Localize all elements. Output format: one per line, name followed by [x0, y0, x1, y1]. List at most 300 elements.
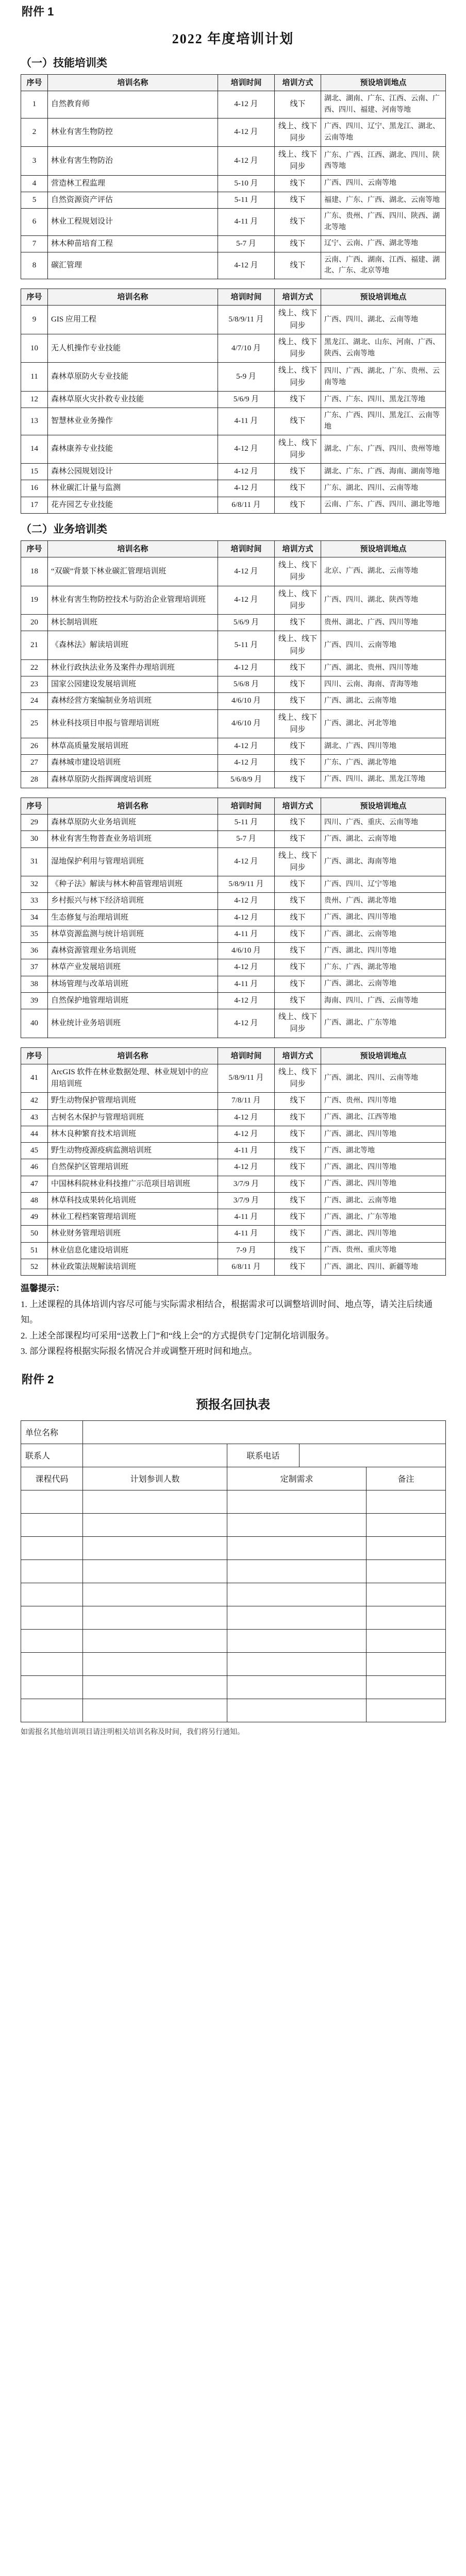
- table-header-row: [21, 75, 446, 91]
- course-mode: 线上、线下同步: [275, 435, 321, 464]
- course-mode: 线下: [275, 992, 321, 1009]
- row-number: 22: [21, 659, 48, 676]
- course-name: 林业科技项目申报与管理培训班: [48, 709, 218, 738]
- skills-table-part-2: [21, 289, 446, 514]
- course-name: 林场管理与改革培训班: [48, 976, 218, 992]
- table-row: [21, 1159, 446, 1176]
- course-name: 自然教育师: [48, 91, 218, 118]
- course-name: 林业信息化建设培训班: [48, 1242, 218, 1259]
- course-location: 广西、湖北、河北等地: [321, 709, 446, 738]
- course-name: 湿地保护利用与管理培训班: [48, 848, 218, 876]
- course-name: 自然资源资产评估: [48, 192, 218, 208]
- column-header-course-mode: 培训方式: [275, 540, 321, 557]
- course-location: 广西、四川、湖北、云南等地: [321, 306, 446, 334]
- column-header-course-time: 培训时间: [218, 540, 275, 557]
- course-mode: 线下: [275, 1192, 321, 1209]
- row-number: 45: [21, 1143, 48, 1159]
- course-name: 野生动物疫源疫病监测培训班: [48, 1143, 218, 1159]
- course-time: 5/6/9 月: [218, 615, 275, 631]
- table-row: [21, 235, 446, 252]
- table-row: [21, 252, 446, 279]
- course-location: 广东、广西、湖北等地: [321, 959, 446, 976]
- column-header-row-number: 序号: [21, 540, 48, 557]
- course-name: 林草资源监测与统计培训班: [48, 926, 218, 942]
- course-name: 森林城市建设培训班: [48, 755, 218, 771]
- course-time: 4-12 月: [218, 480, 275, 497]
- course-name: 林业政策法规解读培训班: [48, 1259, 218, 1275]
- row-number: 23: [21, 676, 48, 693]
- row-number: 27: [21, 755, 48, 771]
- form-footer-note: 如需报名其他培训项目请注明相关培训名称及时间，我们将另行通知。: [21, 1728, 244, 1736]
- section-title-business: （二）业务培训类: [21, 523, 107, 535]
- course-name: 林业财务管理培训班: [48, 1226, 218, 1242]
- course-mode: 线上、线下同步: [275, 709, 321, 738]
- row-number: 2: [21, 118, 48, 147]
- table-row: [21, 1259, 446, 1275]
- course-mode: 线下: [275, 497, 321, 513]
- course-mode: 线下: [275, 815, 321, 831]
- course-time: 5/6/8/9 月: [218, 771, 275, 788]
- course-location: 广西、四川、湖北、黑龙江等地: [321, 771, 446, 788]
- row-number: 7: [21, 235, 48, 252]
- course-time: 4-11 月: [218, 926, 275, 942]
- column-header-course-mode: 培训方式: [275, 1047, 321, 1064]
- course-mode: 线上、线下同步: [275, 306, 321, 334]
- form-title: 预报名回执表: [196, 1397, 270, 1412]
- course-time: 5-11 月: [218, 192, 275, 208]
- table-row: [21, 659, 446, 676]
- course-time: 5-11 月: [218, 815, 275, 831]
- table-header-row: [21, 289, 446, 306]
- table-header-row: [21, 540, 446, 557]
- row-number: 37: [21, 959, 48, 976]
- table-row: [21, 893, 446, 909]
- course-name: 林长制培训班: [48, 615, 218, 631]
- course-location: 福建、广东、广西、湖北、云南等地: [321, 192, 446, 208]
- course-time: 5/6/8 月: [218, 676, 275, 693]
- course-time: 4-12 月: [218, 147, 275, 176]
- table-row: [21, 1126, 446, 1142]
- course-name: 林业工程档案管理培训班: [48, 1209, 218, 1226]
- note-line-2: 2. 上述全部课程均可采用“送教上门”和“线上会”的方式提供专门定制化培训服务。: [21, 1330, 335, 1341]
- table-row: [21, 815, 446, 831]
- column-header-course-time: 培训时间: [218, 798, 275, 814]
- table-row: [21, 408, 446, 435]
- phone-field[interactable]: [299, 1444, 446, 1467]
- column-header-row-number: 序号: [21, 798, 48, 814]
- form-row-contact: [21, 1444, 446, 1467]
- document-title: 2022 年度培训计划: [172, 31, 294, 46]
- row-number: 51: [21, 1242, 48, 1259]
- course-time: 4-11 月: [218, 1209, 275, 1226]
- course-location: 黑龙江、湖北、山东、河南、广西、陕西、云南等地: [321, 334, 446, 363]
- row-number: 42: [21, 1093, 48, 1109]
- column-header-course-name: 培训名称: [48, 1047, 218, 1064]
- row-number: 46: [21, 1159, 48, 1176]
- course-name: 林业工程规划设计: [48, 209, 218, 235]
- course-location: 湖北、湖南、广东、江西、云南、广西、四川、福建、河南等地: [321, 91, 446, 118]
- table-row: [21, 435, 446, 464]
- course-location: 四川、广西、重庆、云南等地: [321, 815, 446, 831]
- table-row: [21, 943, 446, 959]
- course-name: 古树名木保护与管理培训班: [48, 1109, 218, 1126]
- form-blank-row[interactable]: [21, 1513, 446, 1536]
- count-col-header: 计划参训人数: [83, 1467, 227, 1490]
- course-location: 广西、湖北、广东等地: [321, 1009, 446, 1038]
- course-name: 花卉园艺专业技能: [48, 497, 218, 513]
- business-table-part-2: [21, 798, 446, 1038]
- course-location: 广东、湖北、四川、云南等地: [321, 480, 446, 497]
- course-mode: 线下: [275, 755, 321, 771]
- course-time: 6/8/11 月: [218, 1259, 275, 1275]
- course-time: 5-10 月: [218, 175, 275, 192]
- row-number: 47: [21, 1176, 48, 1192]
- course-mode: 线下: [275, 91, 321, 118]
- form-blank-row[interactable]: [21, 1606, 446, 1629]
- course-mode: 线下: [275, 943, 321, 959]
- course-mode: 线下: [275, 959, 321, 976]
- row-number: 40: [21, 1009, 48, 1038]
- course-mode: 线下: [275, 1259, 321, 1275]
- course-location: 广西、贵州、四川等地: [321, 1093, 446, 1109]
- row-number: 6: [21, 209, 48, 235]
- course-name: 智慧林业业务操作: [48, 408, 218, 435]
- course-mode: 线下: [275, 926, 321, 942]
- row-number: 35: [21, 926, 48, 942]
- column-header-course-mode: 培训方式: [275, 798, 321, 814]
- course-mode: 线下: [275, 976, 321, 992]
- row-number: 4: [21, 175, 48, 192]
- column-header-course-time: 培训时间: [218, 1047, 275, 1064]
- course-name: 中国林科院林业科技推广示范项目培训班: [48, 1176, 218, 1192]
- column-header-course-location: 预设培训地点: [321, 75, 446, 91]
- form-row-header: [21, 1467, 446, 1490]
- column-header-course-mode: 培训方式: [275, 75, 321, 91]
- course-mode: 线下: [275, 615, 321, 631]
- course-mode: 线上、线下同步: [275, 1009, 321, 1038]
- course-time: 4-12 月: [218, 755, 275, 771]
- table-row: [21, 631, 446, 660]
- course-location: 贵州、湖北、广西、四川等地: [321, 615, 446, 631]
- form-blank-row[interactable]: [21, 1490, 446, 1513]
- course-location: 湖北、广东、广西、四川、贵州等地: [321, 435, 446, 464]
- table-row: [21, 557, 446, 586]
- table-row: [21, 1192, 446, 1209]
- course-mode: 线下: [275, 1126, 321, 1142]
- row-number: 44: [21, 1126, 48, 1142]
- course-mode: 线下: [275, 909, 321, 926]
- row-number: 29: [21, 815, 48, 831]
- course-mode: 线下: [275, 738, 321, 755]
- table-row: [21, 147, 446, 176]
- skills-table-part-1: [21, 74, 446, 279]
- course-name: 乡村振兴与林下经济培训班: [48, 893, 218, 909]
- table-row: [21, 676, 446, 693]
- course-name: 营造林工程监理: [48, 175, 218, 192]
- form-blank-row[interactable]: [21, 1629, 446, 1652]
- course-mode: 线下: [275, 1143, 321, 1159]
- course-location: 广西、湖北、四川等地: [321, 943, 446, 959]
- course-mode: 线下: [275, 480, 321, 497]
- course-location: 云南、广东、广西、四川、湖北等地: [321, 497, 446, 513]
- row-number: 14: [21, 435, 48, 464]
- course-time: 5-7 月: [218, 235, 275, 252]
- table-row: [21, 391, 446, 408]
- table-row: [21, 771, 446, 788]
- form-blank-row[interactable]: [21, 1675, 446, 1699]
- course-time: 5-9 月: [218, 363, 275, 392]
- section-title-skills: （一）技能培训类: [21, 57, 107, 69]
- table-row: [21, 992, 446, 1009]
- row-number: 33: [21, 893, 48, 909]
- course-location: 广西、四川、辽宁等地: [321, 876, 446, 893]
- row-number: 18: [21, 557, 48, 586]
- table-row: [21, 1176, 446, 1192]
- row-number: 30: [21, 831, 48, 848]
- course-time: 7-9 月: [218, 1242, 275, 1259]
- row-number: 5: [21, 192, 48, 208]
- form-blank-row[interactable]: [21, 1699, 446, 1722]
- course-mode: 线下: [275, 209, 321, 235]
- unit-field[interactable]: [83, 1420, 446, 1444]
- course-mode: 线下: [275, 408, 321, 435]
- row-number: 11: [21, 363, 48, 392]
- row-number: 17: [21, 497, 48, 513]
- course-mode: 线下: [275, 1109, 321, 1126]
- column-header-course-mode: 培训方式: [275, 289, 321, 306]
- phone-label: 联系电话: [227, 1444, 299, 1467]
- row-number: 24: [21, 693, 48, 709]
- table-row: [21, 209, 446, 235]
- table-row: [21, 926, 446, 942]
- course-location: 广西、贵州、重庆等地: [321, 1242, 446, 1259]
- course-time: 5-11 月: [218, 631, 275, 660]
- course-location: 广西、湖北、贵州、四川等地: [321, 659, 446, 676]
- course-name: 林业有害生物防控: [48, 118, 218, 147]
- business-table-part-1: [21, 540, 446, 788]
- course-location: 广西、湖北、广东等地: [321, 1209, 446, 1226]
- course-name: GIS 应用工程: [48, 306, 218, 334]
- course-name: 生态修复与治理培训班: [48, 909, 218, 926]
- course-time: 6/8/11 月: [218, 497, 275, 513]
- table-row: [21, 1109, 446, 1126]
- table-row: [21, 1143, 446, 1159]
- course-location: 广西、湖北、海南等地: [321, 848, 446, 876]
- course-time: 4-12 月: [218, 1109, 275, 1126]
- column-header-course-location: 预设培训地点: [321, 798, 446, 814]
- course-name: 森林康养专业技能: [48, 435, 218, 464]
- course-name: 森林草原防火指挥调度培训班: [48, 771, 218, 788]
- table-row: [21, 175, 446, 192]
- row-number: 19: [21, 586, 48, 615]
- course-mode: 线下: [275, 192, 321, 208]
- row-number: 10: [21, 334, 48, 363]
- course-time: 4-11 月: [218, 209, 275, 235]
- course-name: 森林公园规划设计: [48, 464, 218, 480]
- course-name: 林业统计业务培训班: [48, 1009, 218, 1038]
- table-row: [21, 1209, 446, 1226]
- course-time: 4-12 月: [218, 118, 275, 147]
- row-number: 28: [21, 771, 48, 788]
- notes-heading: 温馨提示：: [21, 1283, 64, 1293]
- registration-form: [21, 1420, 446, 1722]
- contact-field[interactable]: [83, 1444, 227, 1467]
- table-row: [21, 755, 446, 771]
- remark-col-header: 备注: [367, 1467, 446, 1490]
- course-name: 林木种苗培育工程: [48, 235, 218, 252]
- course-name: 国家公园建设发展培训班: [48, 676, 218, 693]
- table-row: [21, 363, 446, 392]
- course-location: 广西、湖北、云南等地: [321, 926, 446, 942]
- course-name: 林业行政执法业务及案件办理培训班: [48, 659, 218, 676]
- table-row: [21, 480, 446, 497]
- course-time: 3/7/9 月: [218, 1176, 275, 1192]
- course-location: 广西、湖北、云南等地: [321, 693, 446, 709]
- course-location: 广西、湖北等地: [321, 1143, 446, 1159]
- form-row-unit: [21, 1420, 446, 1444]
- course-location: 广东、广西、江西、湖北、四川、陕西等地: [321, 147, 446, 176]
- course-mode: 线下: [275, 464, 321, 480]
- course-location: 广西、湖北、四川等地: [321, 1226, 446, 1242]
- course-time: 4-12 月: [218, 1159, 275, 1176]
- course-mode: 线下: [275, 391, 321, 408]
- course-location: 四川、广西、湖北、广东、贵州、云南等地: [321, 363, 446, 392]
- course-time: 4-12 月: [218, 909, 275, 926]
- column-header-course-location: 预设培训地点: [321, 540, 446, 557]
- course-mode: 线下: [275, 676, 321, 693]
- row-number: 15: [21, 464, 48, 480]
- row-number: 38: [21, 976, 48, 992]
- course-time: 4-11 月: [218, 976, 275, 992]
- course-location: 四川、云南、海南、青海等地: [321, 676, 446, 693]
- course-mode: 线下: [275, 175, 321, 192]
- table-row: [21, 831, 446, 848]
- course-location: 广西、广东、四川、黑龙江等地: [321, 391, 446, 408]
- row-number: 12: [21, 391, 48, 408]
- course-name: ArcGIS 软件在林业数据处理、林业规划中的应用培训班: [48, 1064, 218, 1093]
- course-time: 5/6/9 月: [218, 391, 275, 408]
- column-header-row-number: 序号: [21, 289, 48, 306]
- course-location: 广西、湖北、云南等地: [321, 831, 446, 848]
- course-location: 北京、广西、湖北、云南等地: [321, 557, 446, 586]
- course-location: 湖北、广西、四川等地: [321, 738, 446, 755]
- course-mode: 线上、线下同步: [275, 118, 321, 147]
- table-row: [21, 848, 446, 876]
- row-number: 43: [21, 1109, 48, 1126]
- course-time: 4-12 月: [218, 252, 275, 279]
- course-mode: 线上、线下同步: [275, 586, 321, 615]
- row-number: 8: [21, 252, 48, 279]
- course-mode: 线下: [275, 876, 321, 893]
- course-time: 4-12 月: [218, 848, 275, 876]
- course-time: 4-12 月: [218, 959, 275, 976]
- course-name: 林业有害生物普查业务培训班: [48, 831, 218, 848]
- course-mode: 线上、线下同步: [275, 631, 321, 660]
- course-name: 自然保护地管理培训班: [48, 992, 218, 1009]
- course-name: 森林资源管理业务培训班: [48, 943, 218, 959]
- form-blank-row[interactable]: [21, 1560, 446, 1583]
- business-table-part-3: [21, 1047, 446, 1276]
- course-location: 广东、贵州、广西、四川、陕西、湖北等地: [321, 209, 446, 235]
- form-blank-row[interactable]: [21, 1583, 446, 1606]
- course-name: “双碳”背景下林业碳汇管理培训班: [48, 557, 218, 586]
- column-header-course-location: 预设培训地点: [321, 1047, 446, 1064]
- row-number: 39: [21, 992, 48, 1009]
- course-location: 广西、湖北、四川等地: [321, 1126, 446, 1142]
- course-name: 林木良种繁育技术培训班: [48, 1126, 218, 1142]
- course-mode: 线上、线下同步: [275, 334, 321, 363]
- course-location: 广西、湖北、四川等地: [321, 1159, 446, 1176]
- course-location: 广西、湖北、四川、云南等地: [321, 1064, 446, 1093]
- row-number: 26: [21, 738, 48, 755]
- column-header-row-number: 序号: [21, 1047, 48, 1064]
- course-name: 《森林法》解读培训班: [48, 631, 218, 660]
- course-mode: 线下: [275, 693, 321, 709]
- table-row: [21, 1242, 446, 1259]
- course-mode: 线下: [275, 252, 321, 279]
- course-time: 4-12 月: [218, 1126, 275, 1142]
- column-header-row-number: 序号: [21, 75, 48, 91]
- course-mode: 线下: [275, 1176, 321, 1192]
- row-number: 36: [21, 943, 48, 959]
- table-row: [21, 615, 446, 631]
- course-name: 无人机操作专业技能: [48, 334, 218, 363]
- course-location: 广西、四川、云南等地: [321, 631, 446, 660]
- row-number: 49: [21, 1209, 48, 1226]
- row-number: 52: [21, 1259, 48, 1275]
- course-time: 5/8/9/11 月: [218, 876, 275, 893]
- course-location: 湖北、广东、广西、海南、湖南等地: [321, 464, 446, 480]
- table-row: [21, 334, 446, 363]
- course-time: 4-12 月: [218, 557, 275, 586]
- table-row: [21, 909, 446, 926]
- column-header-course-name: 培训名称: [48, 540, 218, 557]
- form-blank-row[interactable]: [21, 1536, 446, 1560]
- row-number: 34: [21, 909, 48, 926]
- course-time: 4-11 月: [218, 1226, 275, 1242]
- column-header-course-time: 培训时间: [218, 75, 275, 91]
- column-header-course-name: 培训名称: [48, 75, 218, 91]
- course-time: 4-12 月: [218, 992, 275, 1009]
- course-name: 林草科技成果转化培训班: [48, 1192, 218, 1209]
- row-number: 32: [21, 876, 48, 893]
- table-row: [21, 586, 446, 615]
- course-location: 广西、湖北、云南等地: [321, 1192, 446, 1209]
- form-blank-row[interactable]: [21, 1652, 446, 1675]
- course-location: 广西、四川、辽宁、黑龙江、湖北、云南等地: [321, 118, 446, 147]
- row-number: 3: [21, 147, 48, 176]
- course-time: 7/8/11 月: [218, 1093, 275, 1109]
- course-location: 广西、湖北、四川等地: [321, 909, 446, 926]
- course-name: 林业碳汇计量与监测: [48, 480, 218, 497]
- table-row: [21, 497, 446, 513]
- course-mode: 线下: [275, 1242, 321, 1259]
- course-mode: 线下: [275, 659, 321, 676]
- course-time: 5-7 月: [218, 831, 275, 848]
- row-number: 41: [21, 1064, 48, 1093]
- course-location: 贵州、广西、湖北等地: [321, 893, 446, 909]
- table-row: [21, 1226, 446, 1242]
- course-location: 广西、四川、云南等地: [321, 175, 446, 192]
- course-time: 4-11 月: [218, 1143, 275, 1159]
- table-row: [21, 709, 446, 738]
- course-time: 4-11 月: [218, 408, 275, 435]
- course-location: 广东、广西、四川、黑龙江、云南等地: [321, 408, 446, 435]
- course-name: 森林草原防火专业技能: [48, 363, 218, 392]
- table-row: [21, 693, 446, 709]
- course-time: 4-12 月: [218, 1009, 275, 1038]
- course-name: 林草高质量发展培训班: [48, 738, 218, 755]
